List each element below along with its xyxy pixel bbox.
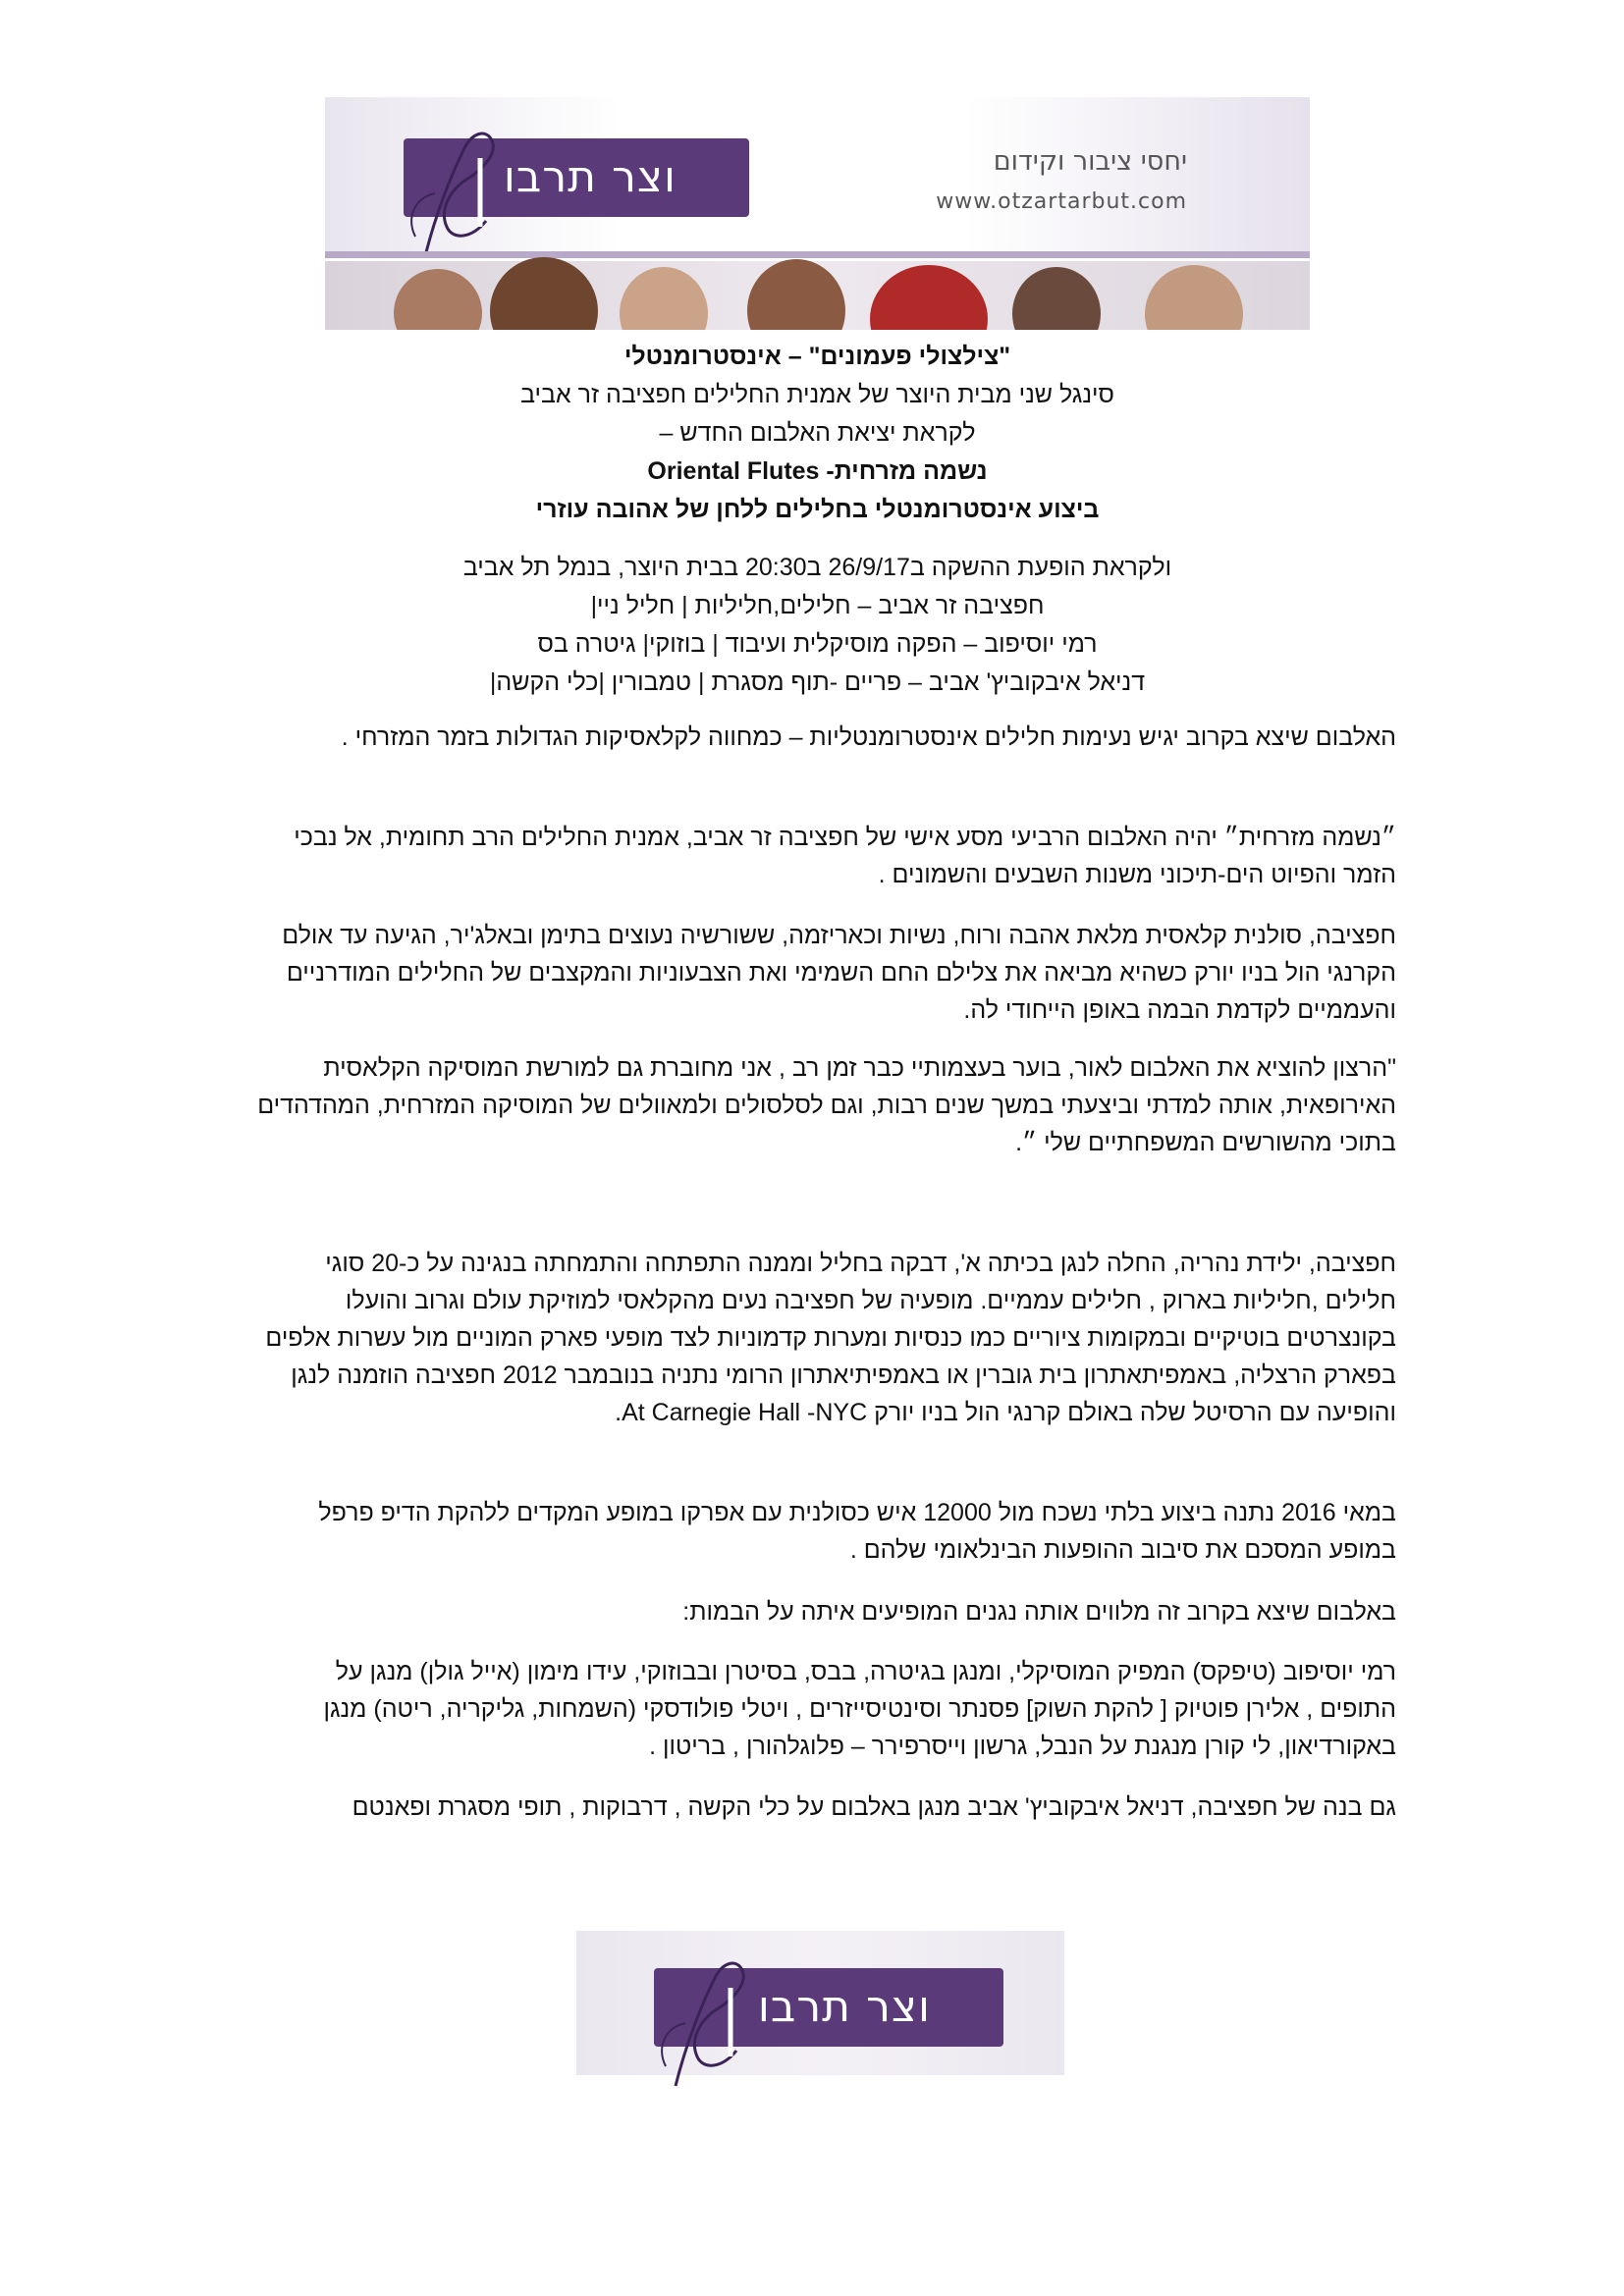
subtitle-line: סינגל שני מבית היוצר של אמנית החלילים חפציבה זר אביב <box>520 381 1114 408</box>
website-url: www.otzartarbut.com <box>936 189 1187 214</box>
brand-logo <box>654 1968 1003 2047</box>
brand-logo <box>404 138 749 217</box>
logo-swirl-icon <box>396 119 514 266</box>
logo-text: וצר תרבו <box>757 1982 931 2032</box>
performer-line: רמי יוסיפוב – הפקה מוסיקלית ועיבוד | בוזוקי| גיטרה בס <box>537 630 1098 658</box>
logo-swirl-icon <box>646 1949 764 2096</box>
portrait-image <box>394 269 482 330</box>
performer-line: דניאל איבקוביץ' אביב – פריים -תוף מסגרת | טמבורין |כלי הקשה| <box>489 668 1146 696</box>
logo-text: וצר תרבו <box>503 152 677 202</box>
body-paragraph: רמי יוסיפוב (טיפקס) המפיק המוסיקלי, ומנגן בגיטרה, בבס, בסיטרן ובבוזוקי, עידו מימון (אייל גולן) מנגן על התופים , אלירן פוטיוק [ להקת השוק] פסנתר וסינטיסייזרים , ויטלי פולודסקי (השמחות, גליקריה, ריטה) מנגן באקורדיאון, לי קורן מנגנת על הנבל, גרשון וייסרפירר – פלוגלהורן , בריטון . <box>323 1658 1396 1760</box>
body-paragraph: "הרצון להוציא את האלבום לאור, בוער בעצמותיי כבר זמן רב , אני מחוברת גם למורשת המוסיקה הקלאסית האירופאית, אותה למדתי וביצעתי במשך שנים רבות, וגם לסלסולים ולמאוולים של המוסיקה המזרחית, המהדהדים בתוכי מהשורשים המשפחתיים שלי ״. <box>257 1054 1396 1156</box>
title-block <box>325 338 1310 529</box>
portrait-image <box>747 259 845 330</box>
banner-divider <box>325 251 1310 258</box>
subtitle-line: ביצוע אינסטרומנטלי בחלילים ללחן של אהובה עוזרי <box>535 496 1100 523</box>
portrait-image <box>490 257 598 330</box>
launch-line: ולקראת הופעת ההשקה ב26/9/17 ב20:30 בבית היוצר, בנמל תל אביב <box>462 554 1172 581</box>
body-paragraph: גם בנה של חפציבה, דניאל איבקוביץ' אביב מנגן באלבום על כלי הקשה , דרבוקות , תופי מסגרת ופאנטם <box>352 1793 1396 1821</box>
headline: "צילצולי פעמונים" – אינסטרומנטלי <box>623 343 1011 370</box>
body-paragraph: חפציבה, סולנית קלאסית מלאת אהבה ורוח, נשיות וכאריזמה, ששורשיה נעוצים בתימן ובאלג'יר, הגיעה עד אולם הקרנגי הול בניו יורק כשהיא מביאה את צלילם החם השמימי ואת הצבעוניות והמקצבים של החלילים המודרניים והעממיים לקדמת הבמה באופן הייחודי לה. <box>282 922 1396 1024</box>
portrait-image <box>1012 267 1101 330</box>
body-paragraph: ״נשמה מזרחית״ יהיה האלבום הרביעי מסע אישי של חפציבה זר אביב, אמנית החלילים הרב תחומית, אל נבכי הזמר והפיוט הים-תיכוני משנות השבעים והשמונים . <box>294 824 1396 888</box>
header-banner <box>325 97 1310 330</box>
tagline: יחסי ציבור וקידום <box>993 146 1187 177</box>
body-paragraph: במאי 2016 נתנה ביצוע בלתי נשכח מול 12000 איש כסולנית עם אפרקו במופע המקדים ללהקת הדיפ פרפל במופע המסכם את סיבוב ההופעות הבינלאומי שלהם . <box>318 1499 1396 1564</box>
subtitle-line: לקראת יציאת האלבום החדש – <box>659 419 976 447</box>
portrait-image <box>1145 265 1243 330</box>
photo-strip <box>325 261 1310 330</box>
body-paragraph: חפציבה, ילידת נהריה, החלה לנגן בכיתה א', דבקה בחליל וממנה התפתחה והתמחתה בנגינה על כ-20 סוגי חלילים ,חליליות בארוק , חלילים עממיים. מופעיה של חפציבה נעים מהקלאסי למוזיקת עולם וגרוב והועלו בקונצרטים בוטיקיים ובמקומות ציוריים כמו כנסיות ומערות קדמוניות לצד מופעי פארק המוניים מול עשרות אלפים בפארק הרצליה, באמפיתאתרון בית גוברין או באמפיתיאתרון הרומי נתניה בנובמבר 2012 חפציבה הוזמנה לנגן והופיעה עם הרסיטל שלה באולם קרנגי הול בניו יורק At Carnegie Hall -NYC. <box>265 1250 1396 1426</box>
portrait-image <box>870 265 988 330</box>
performer-line: חפציבה זר אביב – חלילים,חליליות | חליל ניי| <box>590 592 1045 619</box>
body-paragraph: באלבום שיצא בקרוב זה מלווים אותה נגנים המופיעים איתה על הבמות: <box>682 1598 1396 1626</box>
portrait-image <box>620 267 708 330</box>
body-paragraph: האלבום שיצא בקרוב יגיש נעימות חלילים אינסטרומנטליות – כמחווה לקלאסיקות הגדולות בזמר המזרחי . <box>341 723 1396 751</box>
album-name: נשמה מזרחית- Oriental Flutes <box>647 457 988 485</box>
performance-details <box>325 549 1310 702</box>
footer-logo <box>576 1931 1064 2075</box>
